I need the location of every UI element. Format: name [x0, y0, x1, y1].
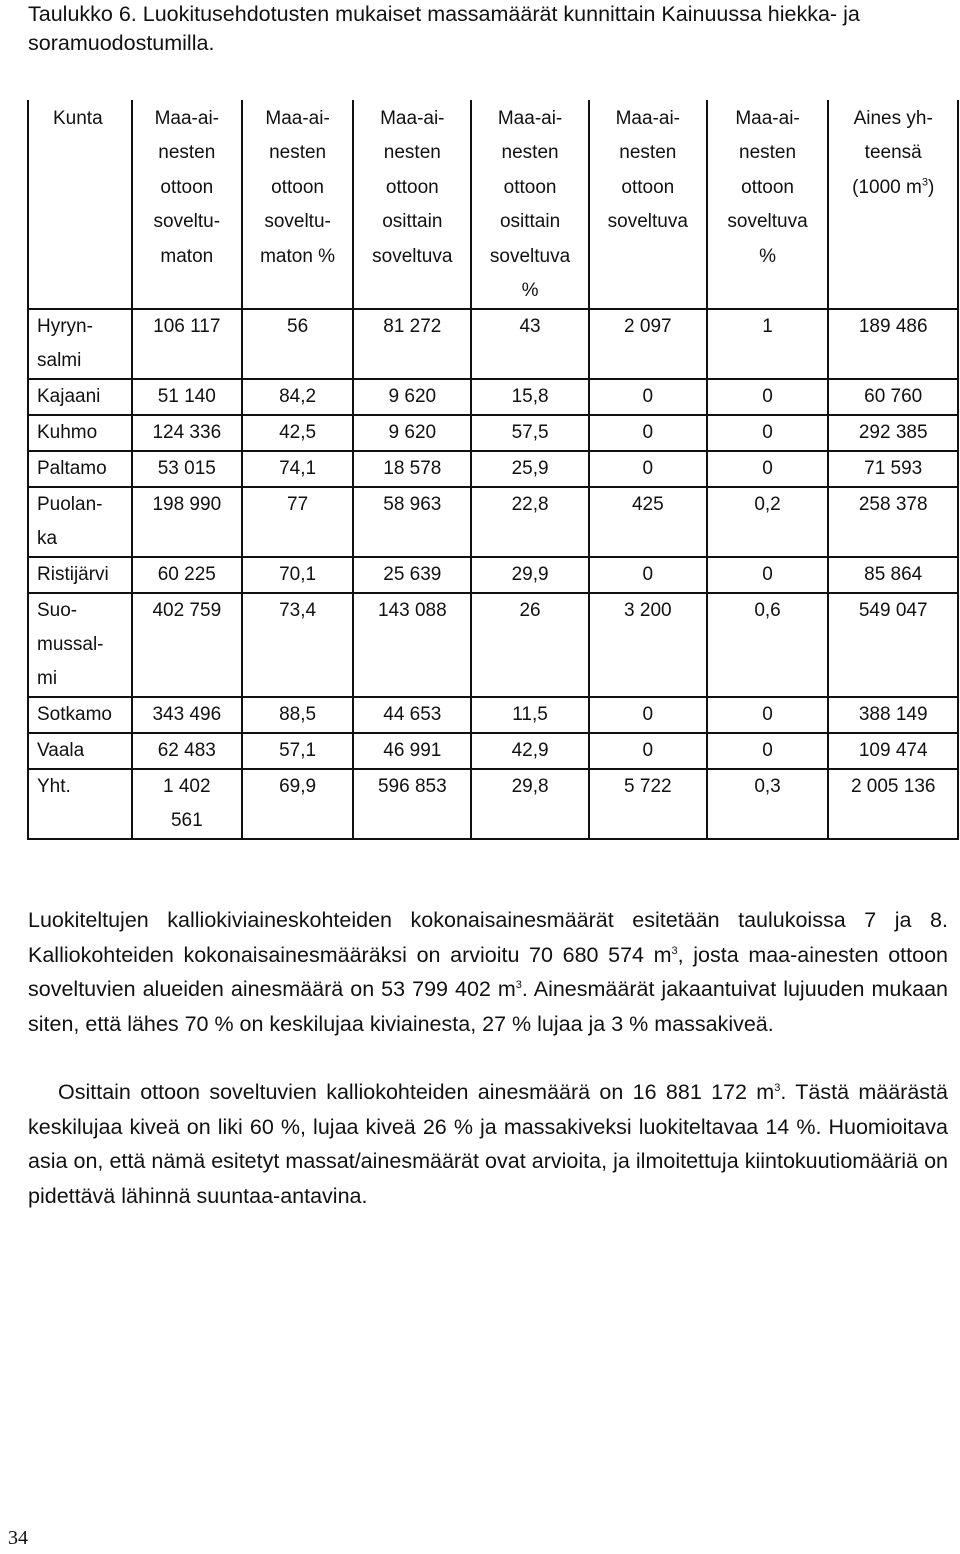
table-row — [28, 733, 958, 769]
value-cell: 1 402 561 — [132, 769, 242, 839]
value-cell: 425 — [589, 487, 707, 557]
value-cell: 73,4 — [242, 593, 354, 697]
value-cell: 189 486 — [828, 309, 958, 379]
table-row — [28, 309, 958, 379]
value-cell: 0 — [589, 379, 707, 415]
paragraph-2: Osittain ottoon soveltuvien kalliokohteiden ainesmäärä on 16 881 172 $m^3$. Tästä määrästä keskilujaa kiveä on liki 60 %, lujaa kiveä 26 % ja massakiveksi luokiteltavaa 14 %. Huomioitava asia on, että nämä esitetyt massat/ainesmäärät ovat arvioita, ja ilmoitettuja kiintokuutiomääriä on pidettävä lähinnä suuntaa-antavina. — [28, 1080, 948, 1208]
page-number: 34 — [8, 1527, 28, 1549]
municipality-cell: Yht. — [28, 769, 132, 839]
municipality-cell: Kajaani — [28, 379, 132, 415]
value-cell: 343 496 — [132, 697, 242, 733]
table-header-row — [28, 100, 958, 309]
value-cell: 42,5 — [242, 415, 354, 451]
value-cell: 58 963 — [353, 487, 471, 557]
value-cell: 18 578 — [353, 451, 471, 487]
value-cell: 60 225 — [132, 557, 242, 593]
value-cell: 69,9 — [242, 769, 354, 839]
value-cell: 198 990 — [132, 487, 242, 557]
value-cell: 9 620 — [353, 415, 471, 451]
header-cell: Kunta — [28, 100, 132, 309]
municipality-cell: Kuhmo — [28, 415, 132, 451]
value-cell: 62 483 — [132, 733, 242, 769]
value-cell: 51 140 — [132, 379, 242, 415]
value-cell: 85 864 — [828, 557, 958, 593]
value-cell: 43 — [471, 309, 589, 379]
table-row — [28, 769, 958, 839]
value-cell: 29,9 — [471, 557, 589, 593]
value-cell: 1 — [707, 309, 829, 379]
municipality-cell: Sotkamo — [28, 697, 132, 733]
value-cell: 53 015 — [132, 451, 242, 487]
value-cell: 60 760 — [828, 379, 958, 415]
value-cell: 0,2 — [707, 487, 829, 557]
value-cell: 402 759 — [132, 593, 242, 697]
value-cell: 25 639 — [353, 557, 471, 593]
municipality-cell: Hyryn- salmi — [28, 309, 132, 379]
value-cell: 0 — [707, 379, 829, 415]
value-cell: 124 336 — [132, 415, 242, 451]
value-cell: 9 620 — [353, 379, 471, 415]
value-cell: 0 — [589, 451, 707, 487]
table-row — [28, 593, 958, 697]
value-cell: 0 — [589, 733, 707, 769]
value-cell: 44 653 — [353, 697, 471, 733]
value-cell: 5 722 — [589, 769, 707, 839]
header-cell: Maa-ai- nesten ottoon soveltuva — [589, 100, 707, 309]
header-cell: Maa-ai- nesten ottoon osittain soveltuva — [353, 100, 471, 309]
header-cell: Maa-ai- nesten ottoon soveltu- maton — [132, 100, 242, 309]
value-cell: 57,1 — [242, 733, 354, 769]
value-cell: 71 593 — [828, 451, 958, 487]
header-cell: Maa-ai- nesten ottoon soveltu- maton % — [242, 100, 354, 309]
value-cell: 2 005 136 — [828, 769, 958, 839]
value-cell: 258 378 — [828, 487, 958, 557]
value-cell: 109 474 — [828, 733, 958, 769]
header-cell: Maa-ai- nesten ottoon osittain soveltuva % — [471, 100, 589, 309]
value-cell: 143 088 — [353, 593, 471, 697]
value-cell: 0 — [589, 697, 707, 733]
municipality-cell: Paltamo — [28, 451, 132, 487]
value-cell: 26 — [471, 593, 589, 697]
value-cell: 84,2 — [242, 379, 354, 415]
table-row — [28, 487, 958, 557]
value-cell: 70,1 — [242, 557, 354, 593]
value-cell: 2 097 — [589, 309, 707, 379]
table-caption: Taulukko 6. Luokitusehdotusten mukaiset massamäärät kunnittain Kainuussa hiekka- ja soramuodostumilla. — [28, 2, 860, 55]
table-row — [28, 557, 958, 593]
value-cell: 106 117 — [132, 309, 242, 379]
value-cell: 0,6 — [707, 593, 829, 697]
value-cell: 0 — [707, 557, 829, 593]
municipality-cell: Suo- mussal- mi — [28, 593, 132, 697]
value-cell: 0 — [589, 415, 707, 451]
municipality-cell: Ristijärvi — [28, 557, 132, 593]
value-cell: 81 272 — [353, 309, 471, 379]
value-cell: 292 385 — [828, 415, 958, 451]
value-cell: 0 — [707, 733, 829, 769]
value-cell: 57,5 — [471, 415, 589, 451]
value-cell: 77 — [242, 487, 354, 557]
municipality-cell: Vaala — [28, 733, 132, 769]
value-cell: 88,5 — [242, 697, 354, 733]
table-row — [28, 415, 958, 451]
paragraph-1: Luokiteltujen kalliokiviaineskohteiden kokonaisainesmäärät esitetään taulukoissa 7 ja 8. Kalliokohteiden kokonaisainesmääräksi on arvioitu 70 680 574 $m^3$, josta maa-ainesten ottoon soveltuvien alueiden ainesmäärä on 53 799 402 $m^3$. Ainesmäärät jakaantuivat lujuuden mukaan siten, että lähes 70 % on keskilujaa kiviainesta, 27 % lujaa ja 3 % massakiveä. — [28, 908, 948, 1036]
value-cell: 0 — [707, 697, 829, 733]
header-cell: Aines yh- teensä (1000 $m^3$) — [828, 100, 958, 309]
value-cell: 0,3 — [707, 769, 829, 839]
value-cell: 46 991 — [353, 733, 471, 769]
value-cell: 549 047 — [828, 593, 958, 697]
value-cell: 388 149 — [828, 697, 958, 733]
table-row — [28, 379, 958, 415]
value-cell: 11,5 — [471, 697, 589, 733]
value-cell: 42,9 — [471, 733, 589, 769]
value-cell: 56 — [242, 309, 354, 379]
value-cell: 0 — [707, 415, 829, 451]
value-cell: 596 853 — [353, 769, 471, 839]
mass-table — [27, 100, 959, 840]
value-cell: 3 200 — [589, 593, 707, 697]
table-row — [28, 697, 958, 733]
value-cell: 25,9 — [471, 451, 589, 487]
municipality-cell: Puolan- ka — [28, 487, 132, 557]
value-cell: 0 — [589, 557, 707, 593]
header-cell: Maa-ai- nesten ottoon soveltuva % — [707, 100, 829, 309]
value-cell: 0 — [707, 451, 829, 487]
value-cell: 74,1 — [242, 451, 354, 487]
table-row — [28, 451, 958, 487]
value-cell: 29,8 — [471, 769, 589, 839]
value-cell: 22,8 — [471, 487, 589, 557]
value-cell: 15,8 — [471, 379, 589, 415]
